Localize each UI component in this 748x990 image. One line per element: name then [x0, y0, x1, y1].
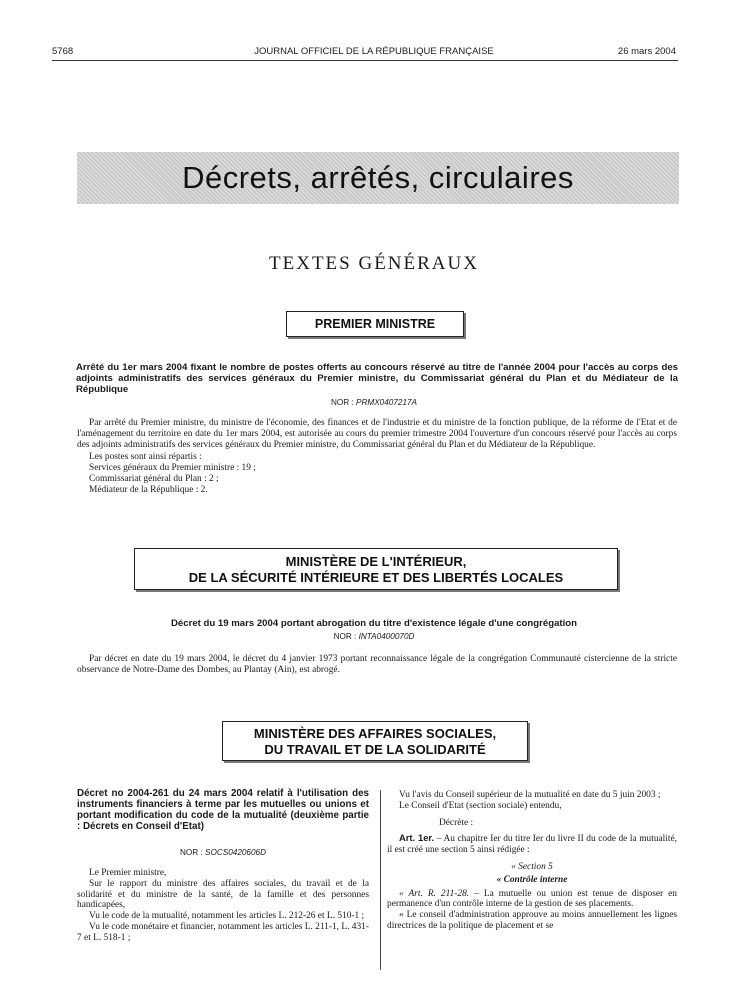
arrete-repartition-item: Médiateur de la République : 2. [89, 484, 208, 495]
arrete-repartition-item: Commissariat général du Plan : 2 ; [89, 473, 219, 484]
journal-title: JOURNAL OFFICIEL DE LA RÉPUBLIQUE FRANÇAISE [254, 46, 494, 57]
decret2-left-paragraph: Sur le rapport du ministre des affaires sociales, du travail et de la solidarité et du ministre de la santé, de la famille et des personnes handicapées, [77, 878, 369, 911]
ministry-name: PREMIER MINISTRE [314, 317, 436, 331]
nor-code: PRMX0407217A [356, 398, 418, 407]
header-rule [52, 60, 678, 61]
decret2-nor [77, 848, 369, 857]
nor-code: SOCS0420606D [205, 848, 267, 857]
article-1-label: Art. 1er. [399, 832, 435, 844]
decret1-body [77, 654, 677, 676]
decret1-nor [0, 632, 748, 641]
decret2-left-paragraph: Vu le code monétaire et financier, notamment les articles L. 211-1, L. 431-7 et L. 518-1 ; [77, 921, 369, 943]
arrete-repartition-intro: Les postes sont ainsi répartis : [89, 452, 202, 463]
decret2-last-paragraph: « Le conseil d'administration approuve au moins annuellement les lignes directrices de la politique de placement et se [387, 910, 677, 931]
article-r-label: « Art. R. 211-28. [399, 888, 470, 899]
decret2-right-body [387, 790, 677, 932]
article-1 [387, 833, 677, 856]
decret2-left-paragraph: Vu le code de la mutualité, notamment les articles L. 212-26 et L. 510-1 ; [89, 911, 365, 922]
section-heading: TEXTES GÉNÉRAUX [269, 253, 479, 274]
nor-label: NOR : [333, 632, 357, 641]
ministry-box-premier-ministre [286, 311, 464, 337]
article-r-text: – La mutuelle ou union est tenue de disposer en permanence d'un contrôle interne de la gestion de ses placements. [387, 888, 677, 910]
nor-label: NOR : [179, 848, 203, 857]
ministry-line: MINISTÈRE DE L'INTÉRIEUR, [285, 554, 467, 569]
arrete-title: Arrêté du 1er mars 2004 fixant le nombre de postes offerts au concours réservé au titre de l'année 2004 pour l'accès au corps des adjoints administratifs des services généraux du Premier ministre, du Commissariat général du Plan et du Médiateur de la République [76, 362, 678, 395]
section-5-heading: « Section 5 [511, 861, 553, 872]
page-number: 5768 [52, 46, 74, 57]
decrete: Décrète : [439, 817, 474, 828]
nor-code: INTA0400070D [358, 632, 415, 641]
ministry-line: DE LA SÉCURITÉ INTÉRIEURE ET DES LIBERTÉS LOCALES [188, 570, 564, 585]
nor-label: NOR : [330, 398, 354, 407]
section-banner [77, 152, 679, 204]
decret2-title: Décret no 2004-261 du 24 mars 2004 relatif à l'utilisation des instruments financiers à terme par les mutuelles ou unions et portant modification du code de la mutualité (deuxième partie : Décrets en Conseil d'Etat) [77, 788, 369, 832]
arrete-nor [0, 398, 748, 407]
ministry-line: MINISTÈRE DES AFFAIRES SOCIALES, [253, 726, 497, 741]
arrete-body [77, 418, 677, 496]
ministry-box-interieur [134, 548, 618, 590]
ministry-box-affaires-sociales [222, 721, 528, 761]
column-rule [380, 790, 381, 970]
banner-title: Décrets, arrêtés, circulaires [182, 160, 574, 195]
article-1-text: – Au chapitre Ier du titre Ier du livre II du code de la mutualité, il est créé une section 5 ainsi rédigée : [387, 834, 677, 856]
decret2-left-paragraph: Le Premier ministre, [89, 868, 167, 878]
decret2-left-body [77, 868, 369, 944]
decret1-paragraph: Par décret en date du 19 mars 2004, le décret du 4 janvier 1973 portant reconnaissance légale de la congrégation Communauté cistercienne de la stricte observance de Notre-Dame des Dombes, au Plantay (Ain), est abrogé. [77, 654, 677, 675]
decret2-right-paragraph: Vu l'avis du Conseil supérieur de la mutualité en date du 5 juin 2003 ; [399, 790, 661, 800]
ministry-line: DU TRAVAIL ET DE LA SOLIDARITÉ [264, 742, 486, 757]
controle-interne-heading: « Contrôle interne [496, 874, 568, 885]
arrete-paragraph: Par arrêté du Premier ministre, du ministre de l'économie, des finances et de l'industrie et du ministre de la fonction publique, de la réforme de l'Etat et de l'aménagement du territoire en date du 1er mars 2004, est autorisée au cours du premier trimestre 2004 l'ouverture d'un concours réservé pour l'accès au corps des adjoints administratifs des services généraux du Premier ministre, du Commissariat général du Plan et du Médiateur de la République. [77, 418, 677, 450]
article-r-211-28 [387, 889, 677, 911]
arrete-repartition-item: Services généraux du Premier ministre : 19 ; [89, 463, 256, 474]
issue-date: 26 mars 2004 [617, 46, 676, 57]
decret1-title: Décret du 19 mars 2004 portant abrogation du titre d'existence légale d'une congrégation [170, 618, 577, 629]
decret2-right-paragraph: Le Conseil d'Etat (section sociale) entendu, [399, 800, 562, 811]
